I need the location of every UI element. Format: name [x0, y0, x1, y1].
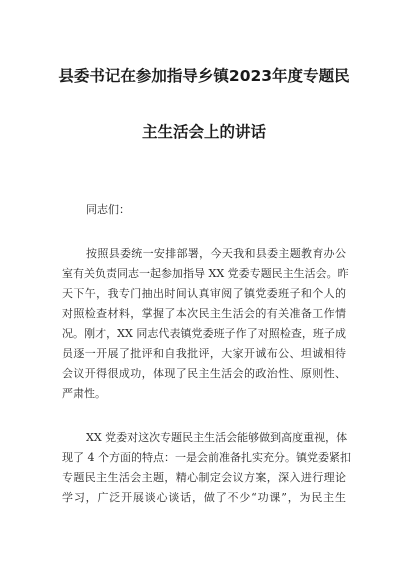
paragraph-2-line: 现了 4 个方面的特点：一是会前准备扎实充分。镇党委紧扣	[62, 451, 351, 464]
paragraph-2-line: XX 党委对这次专题民主生活会能够做到高度重视，体	[86, 431, 348, 444]
paragraph-1-line: 按照县委统一安排部署，今天我和县委主题教育办公	[86, 247, 346, 260]
title-line-1: 县委书记在参加指导乡镇2023年度专题民	[58, 67, 350, 85]
paragraph-2-line: 学习，广泛开展谈心谈话，做了不少“功课”，为民主生	[62, 491, 346, 504]
paragraph-1-line: 严肃性。	[62, 387, 106, 400]
paragraph-1-line: 室有关负责同志一起参加指导 XX 党委专题民主生活会。昨	[62, 267, 349, 280]
paragraph-1-line: 员逐一开展了批评和自我批评，大家开诚布公、坦诚相待	[62, 347, 346, 360]
paragraph-1-line: 对照检查材料，掌握了本次民主生活会的有关准备工作情	[62, 307, 346, 320]
title-line-2: 主生活会上的讲话	[141, 123, 266, 141]
paragraph-1-line: 会议开得很成功，体现了民主生活会的政治性、原则性、	[62, 367, 346, 380]
salutation: 同志们：	[86, 203, 130, 216]
paragraph-1-line: 况。刚才，XX 同志代表镇党委班子作了对照检查，班子成	[62, 327, 346, 340]
paragraph-2-line: 专题民主生活会主题，精心制定会议方案，深入进行理论	[62, 471, 346, 484]
paragraph-1-line: 天下午，我专门抽出时间认真审阅了镇党委班子和个人的	[62, 287, 346, 300]
